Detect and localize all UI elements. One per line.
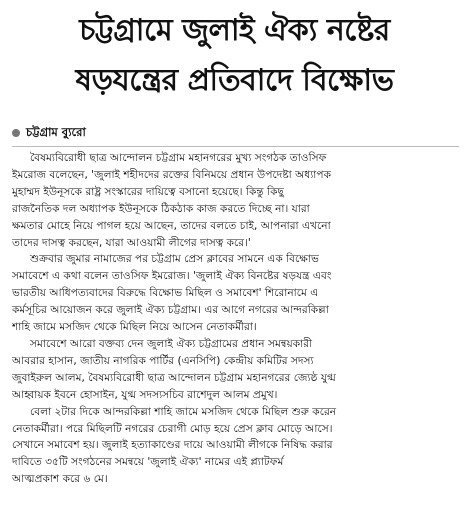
divider [12,146,459,147]
paragraph-line: সেখানে সমাবেশ হয়। জুলাই হত্যাকাণ্ডের দায়ে আওয়ামী লীগকে নিষিদ্ধ করার [12,439,333,452]
paragraph-line: সমাবেশে আরো বক্তব্য দেন জুলাই ঐক্য চট্টগ্রামের প্রধান সমন্বয়কারী [30,337,313,350]
paragraph-line: আহ্বায়ক ইবনে হোসাইন, যুগ্ম সদস্যসচিব রাশেদুল আলম প্রমুখ। [12,388,278,401]
paragraph-line: নেতাকর্মীরা। পরে মিছিলটি নগরের চেরাগী মোড় হয়ে প্রেস ক্লাব মোড়ে আসে। [12,422,333,435]
paragraph-2 [12,251,462,336]
paragraph-1 [12,150,462,251]
paragraph-line: বৈষম্যবিরোধী ছাত্র আন্দোলন চট্টগ্রাম মহানগরের মুখ্য সংগঠক তাওসিফ [30,152,327,164]
paragraph-line: কর্মসূচির আয়োজন করে জুলাই ঐক্য চট্টগ্রাম। এর আগে নগরের আন্দরকিল্লা [12,304,329,317]
dateline-text: চট্টগ্রাম ব্যুরো [26,124,86,139]
paragraph-line: ইমরোজ বলেছেন, 'জুলাই শহীদদের রক্তের বিনিময়ে প্রধান উপদেষ্টা অধ্যাপক [12,168,331,181]
paragraph-line: শুক্রবার জুমার নামাজের পর চট্টগ্রাম প্রেস ক্লাবের সামনে এক বিক্ষোভ [30,253,319,266]
paragraph-line: জুবাইরুল আলম, বৈষম্যবিরোধী ছাত্র আন্দোলন চট্টগ্রাম মহানগরের জ্যেষ্ঠ যুগ্ম [12,371,336,384]
headline-line-2: ষড়যন্ত্রের প্রতিবাদে বিক্ষোভ [75,63,394,98]
paragraph-line: দাবিতে ৩৫টি সংগঠনের সমন্বয়ে 'জুলাই ঐক্য' নামের এই প্ল্যাটফর্ম [12,456,284,469]
paragraph-4 [12,404,462,489]
paragraph-line: বেলা ২টার দিকে আন্দরকিল্লা শাহি জামে মসজিদ থেকে মিছিল শুরু করেন [30,405,337,418]
paragraph-line: আত্মপ্রকাশ করে ৬ মে। [12,473,108,486]
paragraph-line: আবরার হাসান, জাতীয় নাগরিক পার্টির (এনসিপি) কেন্দ্রীয় কমিটির সদস্য [12,354,314,367]
paragraph-line: ভারতীয় আধিপত্যবাদের বিরুদ্ধে বিক্ষোভ মিছিল ও সমাবেশ' শিরোনামে এ [12,287,319,300]
paragraph-line: মুহাম্মদ ইউনূসকে রাষ্ট্র সংস্কারের দায়িত্বে বসানো হয়েছে। কিন্তু কিছু [12,185,284,198]
paragraph-line: তাদের দাসত্ব করছেন, যারা আওয়ামী লীগের দাসত্ব করে।' [12,236,251,249]
paragraph-line: ক্ষমতার মোহে নিয়ে পাগল হয়ে আছেন, তাদের বলতে চাই, আপনারা এখনো [12,219,331,232]
headline-line-1: চট্টগ্রামে জুলাই ঐক্য নষ্টের [79,13,390,48]
paragraph-line: সমাবেশে এ কথা বলেন তাওসিফ ইমরোজ। 'জুলাই ঐক্য বিনষ্টের ষড়যন্ত্র এবং [12,270,332,283]
paragraph-line: শাহি জামে মসজিদ থেকে মিছিল নিয়ে আসেন নেতাকর্মীরা। [12,321,257,334]
article-body [12,150,462,488]
bullet-icon [12,129,20,137]
paragraph-line: রাজনৈতিক দল অধ্যাপক ইউনূসকে ঠিকঠাক কাজ করতে দিচ্ছে না। যারা [12,202,310,215]
dateline [12,123,86,143]
paragraph-3 [12,336,462,404]
headline [0,6,469,106]
